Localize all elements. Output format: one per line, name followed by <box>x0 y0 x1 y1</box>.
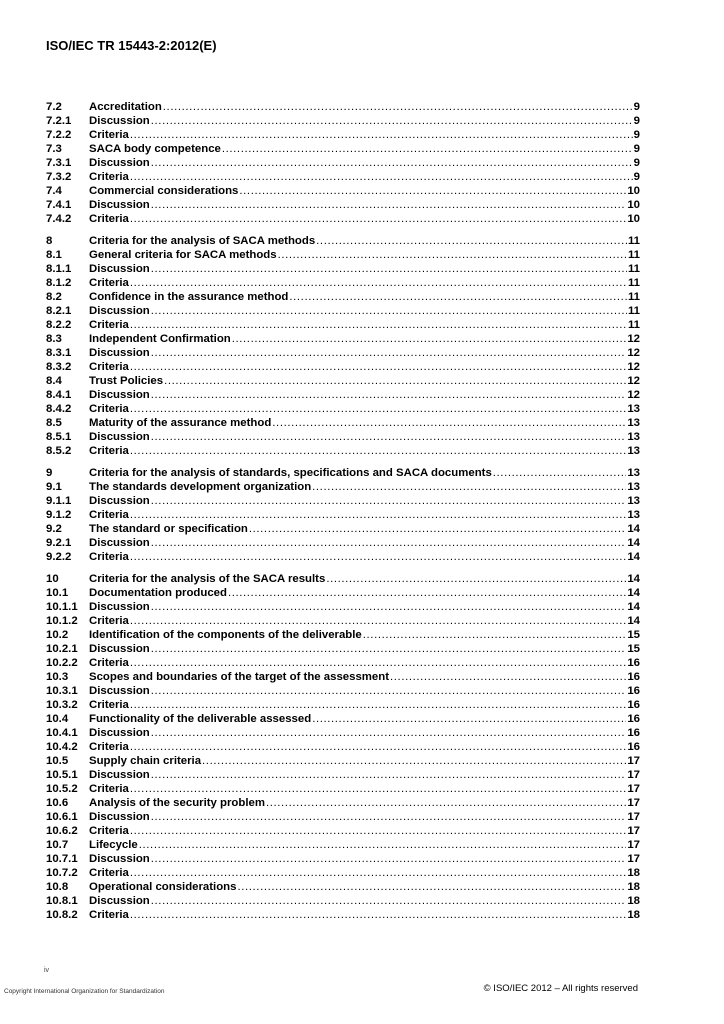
toc-entry-number: 7.3 <box>46 143 62 155</box>
toc-entry-title: Maturity of the assurance method <box>89 417 272 429</box>
toc-entry-page: 18 <box>627 909 640 921</box>
toc-entry-number: 8.2.2 <box>46 319 72 331</box>
toc-dot-leader <box>493 466 627 480</box>
toc-entry-title: Discussion <box>89 495 150 507</box>
toc-entry-page: 18 <box>627 895 640 907</box>
toc-dot-leader <box>130 402 626 416</box>
toc-entry-title: SACA body competence <box>89 143 221 155</box>
toc-entry-page: 17 <box>627 783 640 795</box>
toc-entry-page: 14 <box>627 601 640 613</box>
toc-entry-title: Criteria <box>89 741 129 753</box>
toc-entry-title: Criteria <box>89 171 129 183</box>
toc-entry-number: 10.1 <box>46 587 69 599</box>
toc-dot-leader <box>151 684 627 698</box>
toc-entry-page: 13 <box>627 445 640 457</box>
toc-entry-number: 10.3.2 <box>46 699 78 711</box>
toc-entry[interactable] <box>46 698 640 712</box>
toc-entry-page: 18 <box>627 881 640 893</box>
toc-dot-leader <box>151 852 627 866</box>
toc-entry-number: 8 <box>46 235 53 247</box>
toc-entry[interactable] <box>46 494 640 508</box>
toc-entry-page: 16 <box>627 699 640 711</box>
toc-entry-title: Functionality of the deliverable assessed <box>89 713 312 725</box>
toc-entry[interactable] <box>46 824 640 838</box>
toc-entry[interactable] <box>46 586 640 600</box>
toc-entry[interactable] <box>46 614 640 628</box>
toc-entry-title: Criteria <box>89 361 129 373</box>
copyright-notice-right: © ISO/IEC 2012 – All rights reserved <box>483 983 638 994</box>
toc-entry-number: 10.4 <box>46 713 69 725</box>
toc-entry-number: 10.2.2 <box>46 657 78 669</box>
toc-entry[interactable] <box>46 572 640 586</box>
toc-dot-leader <box>130 656 626 670</box>
toc-entry-number: 10.8 <box>46 881 69 893</box>
toc-entry-page: 14 <box>627 551 640 563</box>
toc-entry-page: 12 <box>627 333 640 345</box>
toc-entry[interactable] <box>46 740 640 754</box>
toc-entry[interactable] <box>46 726 640 740</box>
toc-entry-title: Discussion <box>89 643 150 655</box>
toc-entry[interactable] <box>46 402 640 416</box>
toc-entry-title: Criteria <box>89 213 129 225</box>
toc-entry-number: 10.3 <box>46 671 69 683</box>
toc-entry-number: 10.8.2 <box>46 909 78 921</box>
toc-entry-number: 10.6.1 <box>46 811 78 823</box>
toc-entry[interactable] <box>46 100 640 114</box>
toc-entry-number: 10.2.1 <box>46 643 78 655</box>
toc-entry-number: 10.7.2 <box>46 867 78 879</box>
toc-entry-number: 9.1.2 <box>46 509 72 521</box>
toc-entry-page: 14 <box>627 573 640 585</box>
toc-entry-page: 11 <box>627 319 640 331</box>
toc-entry-title: Criteria <box>89 615 129 627</box>
toc-entry-title: Discussion <box>89 601 150 613</box>
toc-entry-title: Identification of the components of the deliverable <box>89 629 362 641</box>
toc-entry[interactable] <box>46 670 640 684</box>
toc-entry-page: 18 <box>627 867 640 879</box>
toc-entry[interactable] <box>46 198 640 212</box>
toc-entry-number: 7.2.1 <box>46 115 72 127</box>
toc-entry-page: 9 <box>633 101 640 113</box>
toc-entry-number: 8.1.1 <box>46 263 72 275</box>
toc-entry[interactable] <box>46 156 640 170</box>
toc-entry[interactable] <box>46 388 640 402</box>
toc-entry-page: 13 <box>627 431 640 443</box>
toc-entry-number: 10.3.1 <box>46 685 78 697</box>
toc-entry[interactable] <box>46 184 640 198</box>
toc-entry-number: 8.5.2 <box>46 445 72 457</box>
toc-entry-title: Commercial considerations <box>89 185 239 197</box>
toc-entry-page: 11 <box>627 291 640 303</box>
toc-dot-leader <box>130 508 626 522</box>
toc-dot-leader <box>151 768 627 782</box>
toc-entry[interactable] <box>46 262 640 276</box>
toc-dot-leader <box>151 304 627 318</box>
toc-entry-title: The standard or specification <box>89 523 248 535</box>
toc-entry[interactable] <box>46 248 640 262</box>
toc-entry-page: 12 <box>627 361 640 373</box>
toc-entry-page: 16 <box>627 713 640 725</box>
toc-entry-number: 10.5.1 <box>46 769 78 781</box>
toc-entry-title: Analysis of the security problem <box>89 797 265 809</box>
toc-entry-page: 17 <box>627 853 640 865</box>
toc-entry-page: 14 <box>627 523 640 535</box>
toc-entry-title: Discussion <box>89 537 150 549</box>
toc-entry[interactable] <box>46 852 640 866</box>
toc-dot-leader <box>130 740 626 754</box>
toc-dot-leader <box>130 866 626 880</box>
toc-entry-number: 8.3.2 <box>46 361 72 373</box>
toc-dot-leader <box>232 332 627 346</box>
toc-entry-title: Supply chain criteria <box>89 755 202 767</box>
toc-entry-title: Criteria <box>89 699 129 711</box>
toc-dot-leader <box>130 360 626 374</box>
toc-entry-page: 13 <box>627 509 640 521</box>
toc-entry-title: Criteria <box>89 277 129 289</box>
toc-entry[interactable] <box>46 600 640 614</box>
toc-dot-leader <box>151 494 627 508</box>
toc-entry[interactable] <box>46 480 640 494</box>
toc-entry-page: 11 <box>627 249 640 261</box>
toc-dot-leader <box>151 430 627 444</box>
toc-dot-leader <box>151 262 627 276</box>
toc-entry-number: 8.5 <box>46 417 62 429</box>
toc-dot-leader <box>316 234 627 248</box>
toc-dot-leader <box>130 550 626 564</box>
toc-entry-title: Discussion <box>89 347 150 359</box>
toc-entry[interactable] <box>46 508 640 522</box>
toc-entry-number: 8.4.2 <box>46 403 72 415</box>
toc-dot-leader <box>139 838 627 852</box>
toc-dot-leader <box>312 480 626 494</box>
toc-entry-number: 10 <box>46 573 59 585</box>
toc-entry-number: 8.3.1 <box>46 347 72 359</box>
toc-entry[interactable] <box>46 170 640 184</box>
toc-entry-page: 17 <box>627 755 640 767</box>
toc-entry-title: The standards development organization <box>89 481 312 493</box>
toc-dot-leader <box>151 156 633 170</box>
toc-entry-page: 16 <box>627 671 640 683</box>
toc-dot-leader <box>278 248 627 262</box>
toc-dot-leader <box>130 614 626 628</box>
toc-entry-number: 8.4 <box>46 375 62 387</box>
toc-dot-leader <box>130 782 626 796</box>
toc-entry-number: 10.6 <box>46 797 69 809</box>
toc-entry[interactable] <box>46 128 640 142</box>
toc-entry-page: 17 <box>627 839 640 851</box>
toc-entry-page: 10 <box>627 185 640 197</box>
toc-dot-leader <box>151 642 627 656</box>
toc-entry-page: 16 <box>627 727 640 739</box>
toc-dot-leader <box>130 318 627 332</box>
toc-dot-leader <box>312 712 626 726</box>
toc-entry[interactable] <box>46 782 640 796</box>
toc-dot-leader <box>239 184 626 198</box>
toc-entry-number: 9.2.1 <box>46 537 72 549</box>
toc-entry-page: 16 <box>627 685 640 697</box>
toc-entry-page: 12 <box>627 389 640 401</box>
toc-dot-leader <box>266 796 626 810</box>
toc-entry[interactable] <box>46 276 640 290</box>
toc-entry[interactable] <box>46 550 640 564</box>
toc-dot-leader <box>151 114 633 128</box>
toc-entry-page: 13 <box>627 403 640 415</box>
toc-entry[interactable] <box>46 304 640 318</box>
toc-entry-page: 13 <box>627 417 640 429</box>
document-id: ISO/IEC TR 15443-2:2012(E) <box>46 38 217 53</box>
toc-entry[interactable] <box>46 466 640 480</box>
toc-dot-leader <box>228 586 626 600</box>
toc-entry-page: 16 <box>627 657 640 669</box>
toc-entry-number: 7.3.1 <box>46 157 72 169</box>
toc-entry[interactable] <box>46 444 640 458</box>
toc-entry-page: 13 <box>627 481 640 493</box>
toc-entry[interactable] <box>46 628 640 642</box>
toc-entry-page: 16 <box>627 741 640 753</box>
toc-entry[interactable] <box>46 754 640 768</box>
toc-entry[interactable] <box>46 894 640 908</box>
toc-entry-page: 11 <box>627 277 640 289</box>
toc-dot-leader <box>237 880 626 894</box>
toc-entry-page: 12 <box>627 375 640 387</box>
toc-dot-leader <box>163 100 633 114</box>
toc-entry-title: Discussion <box>89 895 150 907</box>
toc-entry-number: 10.2 <box>46 629 69 641</box>
toc-entry-title: Discussion <box>89 769 150 781</box>
toc-entry-title: Criteria <box>89 403 129 415</box>
toc-entry[interactable] <box>46 360 640 374</box>
toc-entry-number: 10.4.1 <box>46 727 78 739</box>
toc-entry[interactable] <box>46 656 640 670</box>
toc-entry[interactable] <box>46 430 640 444</box>
toc-dot-leader <box>130 170 633 184</box>
toc-dot-leader <box>130 908 626 922</box>
toc-entry[interactable] <box>46 374 640 388</box>
toc-dot-leader <box>130 212 626 226</box>
toc-entry-title: Discussion <box>89 431 150 443</box>
toc-entry-title: General criteria for SACA methods <box>89 249 277 261</box>
toc-entry[interactable] <box>46 522 640 536</box>
toc-dot-leader <box>151 388 627 402</box>
toc-entry-number: 9.2 <box>46 523 62 535</box>
toc-dot-leader <box>202 754 626 768</box>
toc-entry-number: 10.7 <box>46 839 69 851</box>
toc-entry-title: Criteria <box>89 509 129 521</box>
toc-entry-page: 14 <box>627 537 640 549</box>
toc-entry-title: Lifecycle <box>89 839 138 851</box>
toc-entry-number: 10.1.1 <box>46 601 78 613</box>
toc-dot-leader <box>151 346 627 360</box>
toc-entry-page: 10 <box>627 213 640 225</box>
toc-entry-title: Discussion <box>89 157 150 169</box>
toc-entry[interactable] <box>46 234 640 248</box>
toc-entry-page: 9 <box>633 143 640 155</box>
toc-dot-leader <box>289 290 627 304</box>
toc-entry[interactable] <box>46 318 640 332</box>
toc-entry-number: 10.6.2 <box>46 825 78 837</box>
toc-dot-leader <box>164 374 626 388</box>
toc-entry-title: Criteria <box>89 825 129 837</box>
toc-dot-leader <box>151 536 627 550</box>
toc-entry[interactable] <box>46 866 640 880</box>
toc-entry-title: Criteria <box>89 783 129 795</box>
toc-dot-leader <box>326 572 626 586</box>
toc-entry[interactable] <box>46 346 640 360</box>
toc-entry[interactable] <box>46 114 640 128</box>
toc-entry-title: Criteria for the analysis of standards, specifications and SACA documents <box>89 467 492 479</box>
copyright-notice-left: Copyright International Organization for Standardization <box>4 988 165 995</box>
toc-dot-leader <box>151 810 627 824</box>
toc-entry-title: Criteria <box>89 319 129 331</box>
toc-entry-title: Discussion <box>89 199 150 211</box>
toc-entry-number: 8.4.1 <box>46 389 72 401</box>
toc-entry-page: 14 <box>627 587 640 599</box>
toc-entry-page: 9 <box>633 115 640 127</box>
toc-dot-leader <box>363 628 627 642</box>
toc-entry-number: 7.4.2 <box>46 213 72 225</box>
toc-dot-leader <box>249 522 626 536</box>
toc-dot-leader <box>272 416 626 430</box>
toc-dot-leader <box>151 726 627 740</box>
toc-entry[interactable] <box>46 796 640 810</box>
toc-entry[interactable] <box>46 290 640 304</box>
toc-entry-title: Discussion <box>89 727 150 739</box>
table-of-contents <box>46 100 640 922</box>
toc-entry[interactable] <box>46 536 640 550</box>
toc-entry-title: Operational considerations <box>89 881 237 893</box>
toc-entry[interactable] <box>46 416 640 430</box>
toc-entry-number: 8.1.2 <box>46 277 72 289</box>
toc-entry-title: Criteria for the analysis of SACA methods <box>89 235 316 247</box>
toc-entry[interactable] <box>46 810 640 824</box>
toc-entry-title: Criteria <box>89 551 129 563</box>
toc-dot-leader <box>151 600 627 614</box>
toc-entry-number: 7.4.1 <box>46 199 72 211</box>
toc-entry-number: 9.2.2 <box>46 551 72 563</box>
toc-entry-title: Criteria <box>89 909 129 921</box>
toc-entry-number: 10.4.2 <box>46 741 78 753</box>
toc-entry-number: 10.5.2 <box>46 783 78 795</box>
toc-entry-number: 9.1 <box>46 481 62 493</box>
toc-entry-title: Criteria <box>89 867 129 879</box>
toc-entry-number: 8.1 <box>46 249 62 261</box>
toc-entry[interactable] <box>46 212 640 226</box>
toc-entry-title: Discussion <box>89 853 150 865</box>
toc-entry-page: 9 <box>633 157 640 169</box>
toc-entry-number: 10.8.1 <box>46 895 78 907</box>
toc-entry-number: 7.2.2 <box>46 129 72 141</box>
toc-entry-title: Criteria <box>89 657 129 669</box>
toc-entry-number: 9.1.1 <box>46 495 72 507</box>
toc-entry-number: 8.3 <box>46 333 62 345</box>
toc-entry-number: 8.5.1 <box>46 431 72 443</box>
toc-entry-title: Discussion <box>89 389 150 401</box>
toc-entry[interactable] <box>46 142 640 156</box>
toc-entry-page: 9 <box>633 171 640 183</box>
toc-dot-leader <box>130 128 633 142</box>
toc-entry-page: 11 <box>627 263 640 275</box>
toc-entry-title: Criteria for the analysis of the SACA results <box>89 573 326 585</box>
toc-dot-leader <box>130 824 626 838</box>
toc-entry-title: Criteria <box>89 445 129 457</box>
toc-entry-page: 10 <box>627 199 640 211</box>
toc-entry-title: Confidence in the assurance method <box>89 291 289 303</box>
toc-entry-page: 13 <box>627 467 640 479</box>
toc-entry-title: Discussion <box>89 263 150 275</box>
toc-entry-number: 10.7.1 <box>46 853 78 865</box>
toc-entry[interactable] <box>46 908 640 922</box>
toc-entry-number: 8.2.1 <box>46 305 72 317</box>
toc-entry-page: 11 <box>627 305 640 317</box>
toc-entry-title: Scopes and boundaries of the target of the assessment <box>89 671 390 683</box>
toc-entry-title: Criteria <box>89 129 129 141</box>
toc-dot-leader <box>151 198 627 212</box>
toc-entry-page: 11 <box>627 235 640 247</box>
toc-entry-title: Discussion <box>89 811 150 823</box>
toc-entry-title: Discussion <box>89 685 150 697</box>
toc-dot-leader <box>130 698 626 712</box>
toc-entry[interactable] <box>46 768 640 782</box>
toc-dot-leader <box>130 444 626 458</box>
toc-entry-page: 17 <box>627 797 640 809</box>
toc-entry-number: 7.4 <box>46 185 62 197</box>
toc-entry[interactable] <box>46 712 640 726</box>
toc-entry-title: Discussion <box>89 115 150 127</box>
toc-dot-leader <box>222 142 633 156</box>
toc-entry-page: 14 <box>627 615 640 627</box>
toc-entry-number: 10.1.2 <box>46 615 78 627</box>
toc-entry[interactable] <box>46 642 640 656</box>
toc-entry-page: 13 <box>627 495 640 507</box>
toc-entry[interactable] <box>46 684 640 698</box>
toc-entry-title: Independent Confirmation <box>89 333 231 345</box>
toc-entry-page: 17 <box>627 825 640 837</box>
toc-entry-number: 10.5 <box>46 755 69 767</box>
toc-entry-page: 17 <box>627 811 640 823</box>
toc-entry-page: 9 <box>633 129 640 141</box>
toc-entry[interactable] <box>46 332 640 346</box>
toc-entry-number: 7.3.2 <box>46 171 72 183</box>
toc-entry-title: Discussion <box>89 305 150 317</box>
toc-entry-number: 8.2 <box>46 291 62 303</box>
toc-entry-page: 17 <box>627 769 640 781</box>
toc-dot-leader <box>130 276 627 290</box>
toc-entry-page: 15 <box>627 643 640 655</box>
toc-entry-title: Accreditation <box>89 101 162 113</box>
toc-entry-title: Documentation produced <box>89 587 227 599</box>
toc-dot-leader <box>390 670 626 684</box>
toc-entry-title: Trust Policies <box>89 375 164 387</box>
page-number: iv <box>44 967 50 974</box>
toc-entry[interactable] <box>46 880 640 894</box>
toc-entry-number: 7.2 <box>46 101 62 113</box>
toc-dot-leader <box>151 894 627 908</box>
toc-entry-page: 12 <box>627 347 640 359</box>
toc-entry-page: 15 <box>627 629 640 641</box>
toc-entry[interactable] <box>46 838 640 852</box>
toc-entry-number: 9 <box>46 467 53 479</box>
